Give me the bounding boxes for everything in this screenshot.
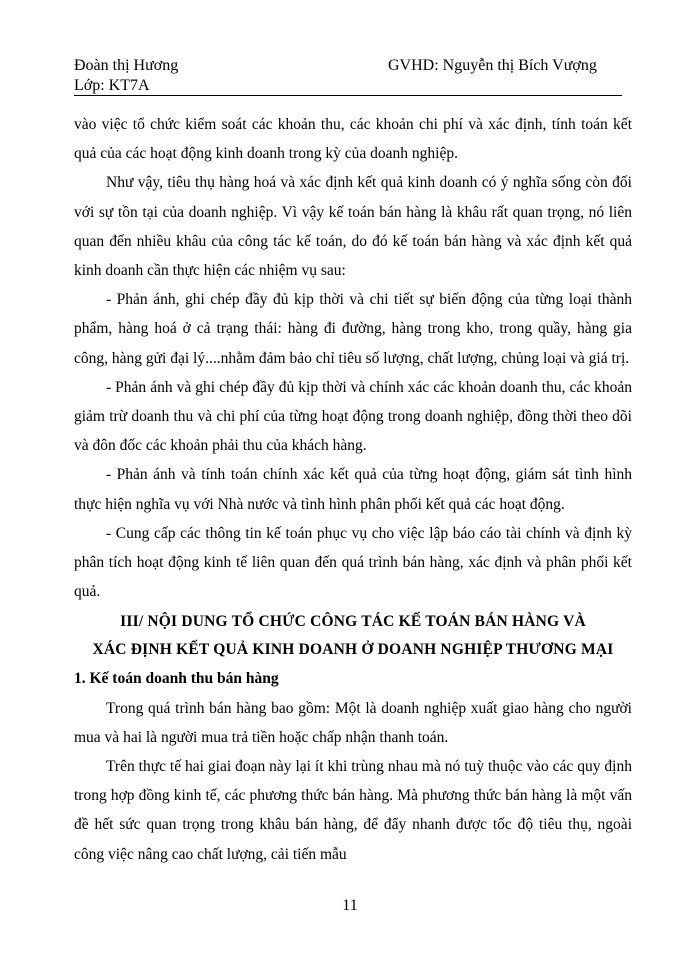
class-label: Lớp: KT7A (74, 77, 150, 94)
paragraph-5: - Phản ánh và tính toán chính xác kết quả của từng hoạt động, giám sát tình hình thực hiện nghĩa vụ với Nhà nước và tình hình phân phối kết quả các hoạt động. (74, 466, 632, 513)
paragraph-3: - Phản ánh, ghi chép đầy đủ kịp thời và chi tiết sự biến động của từng loại thành phẩm, hàng hoá ở cả trạng thái: hàng đi đường, hàng trong kho, trong quầy, hàng gia công, hàng gửi đại lý....nhằm đảm bảo chỉ tiêu số lượng, chất lượng, chủng loại và giá trị. (74, 291, 632, 367)
document-body (74, 110, 632, 869)
header-left (74, 56, 178, 96)
paragraph-8: Trên thực tế hai giai đoạn này lại ít khi trùng nhau mà nó tuỳ thuộc vào các quy định trong hợp đồng kinh tế, các phương thức bán hàng. Mà phương thức bán hàng là một vấn đề hết sức quan trọng trong khâu bán hàng, để đẩy nhanh được tốc độ tiêu thụ, ngoài công việc nâng cao chất lượng, cải tiến mẫu (74, 758, 632, 863)
section-heading (74, 608, 632, 664)
supervisor-label: GVHD: Nguyễn thị Bích Vượng (388, 57, 597, 74)
page-number: 11 (342, 897, 358, 914)
paragraph-1: vào việc tổ chức kiểm soát các khoản thu, các khoản chi phí và xác định, tính toán kết quả của các hoạt động kinh doanh trong kỳ của doanh nghiệp. (74, 116, 632, 163)
author-name: Đoàn thị Hương (74, 57, 179, 74)
subheading: 1. Kế toán doanh thu bán hàng (74, 670, 279, 688)
paragraph-2: Như vậy, tiêu thụ hàng hoá và xác định kết quả kinh doanh có ý nghĩa sống còn đối với sự tồn tại của doanh nghiệp. Vì vậy kế toán bán hàng là khâu rất quan trọng, nó liên quan đến nhiều khâu của công tác kế toán, do đó kế toán bán hàng và xác định kết quả kinh doanh cần thực hiện các nhiệm vụ sau: (74, 174, 632, 280)
section-heading-line-2: XÁC ĐỊNH KẾT QUẢ KINH DOANH Ở DOANH NGHIỆP THƯƠNG MẠI (92, 641, 614, 659)
paragraph-7: Trong quá trình bán hàng bao gồm: Một là doanh nghiệp xuất giao hàng cho người mua và hai là người mua trả tiền hoặc chấp nhận thanh toán. (74, 699, 632, 746)
paragraph-4: - Phản ánh và ghi chép đầy đủ kịp thời và chính xác các khoản doanh thu, các khoản giảm trừ doanh thu và chi phí của từng hoạt động trong doanh nghiệp, đồng thời theo dõi và đôn đốc các khoản phải thu của khách hàng. (74, 378, 632, 455)
paragraph-6: - Cung cấp các thông tin kế toán phục vụ cho việc lập báo cáo tài chính và định kỳ phân tích hoạt động kinh tế liên quan đến quá trình bán hàng, xác định và phân phối kết quả. (74, 524, 632, 601)
section-heading-line-1: III/ NỘI DUNG TỔ CHỨC CÔNG TÁC KẾ TOÁN BÁN HÀNG VÀ (120, 613, 586, 631)
header-divider (74, 95, 622, 96)
